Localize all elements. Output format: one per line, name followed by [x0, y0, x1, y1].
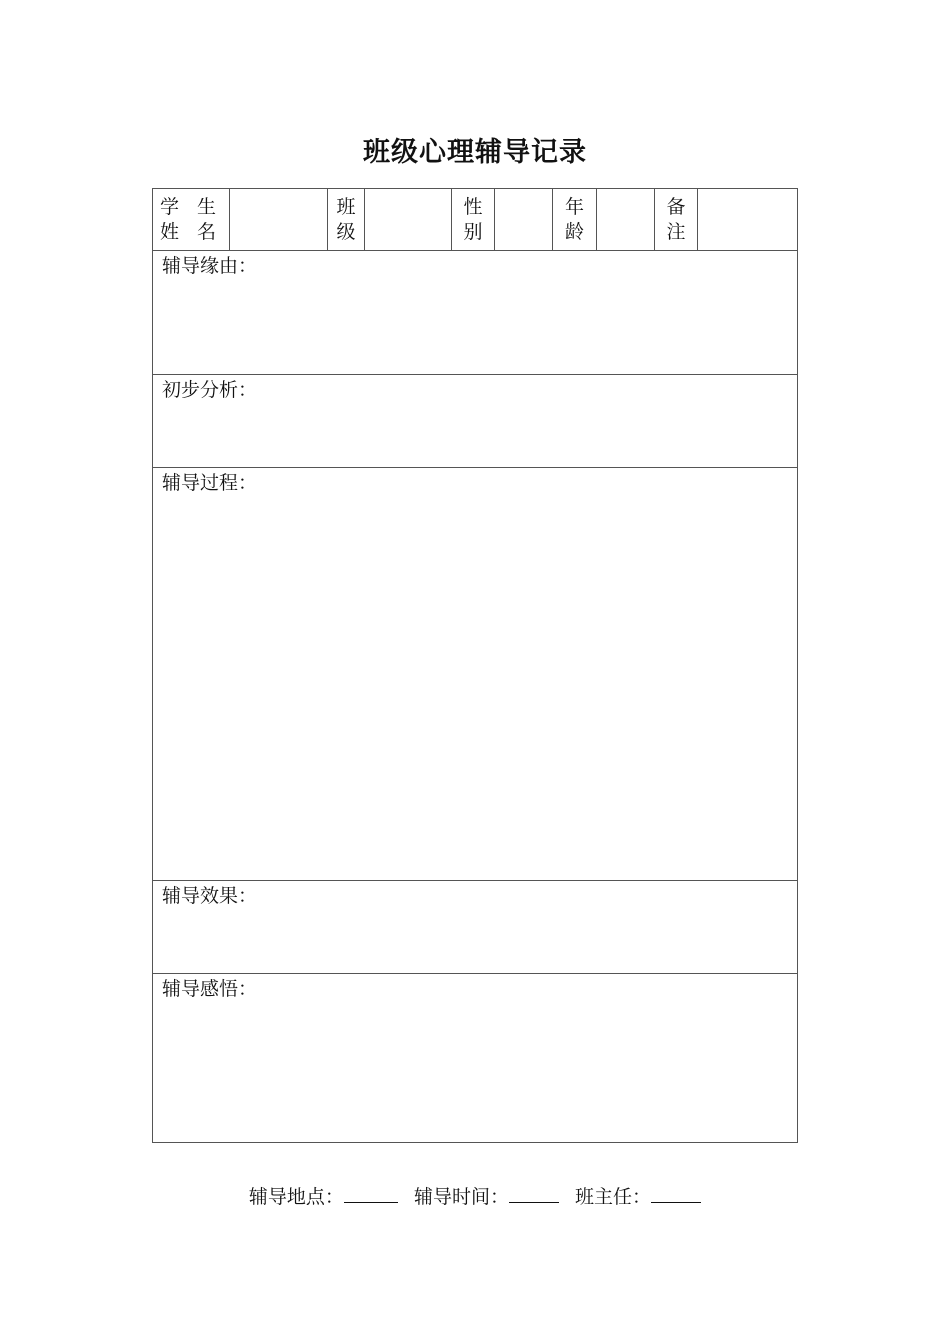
gender-field[interactable] — [495, 189, 553, 250]
student-name-label-cell — [153, 189, 230, 250]
remark-field[interactable] — [698, 189, 797, 250]
process-label: 辅导过程： — [162, 472, 258, 494]
teacher-blank[interactable] — [651, 1184, 701, 1203]
class-label: 班 级 — [336, 196, 356, 243]
student-name-label: 学 生 姓 名 — [159, 196, 223, 243]
location-blank[interactable] — [344, 1184, 398, 1203]
time-item — [414, 1186, 565, 1208]
location-item — [249, 1186, 404, 1208]
teacher-label: 班主任： — [575, 1186, 652, 1208]
age-label: 年 龄 — [564, 196, 584, 243]
effect-label: 辅导效果： — [162, 885, 258, 907]
page-title: 班级心理辅导记录 — [363, 137, 587, 168]
reason-label: 辅导缘由： — [162, 255, 258, 277]
time-blank[interactable] — [509, 1184, 559, 1203]
reflection-section[interactable] — [153, 974, 797, 1142]
gender-label-cell — [452, 189, 495, 250]
info-row — [153, 189, 797, 251]
signature-footer — [0, 1182, 950, 1209]
analysis-section[interactable] — [153, 375, 797, 468]
teacher-item — [575, 1186, 701, 1208]
student-name-field[interactable] — [230, 189, 328, 250]
remark-label: 备 注 — [666, 196, 686, 243]
class-label-cell — [328, 189, 365, 250]
location-label: 辅导地点： — [248, 1186, 344, 1208]
class-field[interactable] — [365, 189, 452, 250]
reason-section[interactable] — [153, 251, 797, 375]
gender-label: 性 别 — [463, 196, 483, 243]
time-label: 辅导时间： — [413, 1186, 509, 1208]
reflection-label: 辅导感悟： — [162, 978, 258, 1000]
record-form — [152, 188, 798, 1143]
analysis-label: 初步分析： — [162, 379, 258, 401]
age-label-cell — [553, 189, 597, 250]
process-section[interactable] — [153, 468, 797, 881]
remark-label-cell — [655, 189, 698, 250]
age-field[interactable] — [597, 189, 655, 250]
effect-section[interactable] — [153, 881, 797, 974]
